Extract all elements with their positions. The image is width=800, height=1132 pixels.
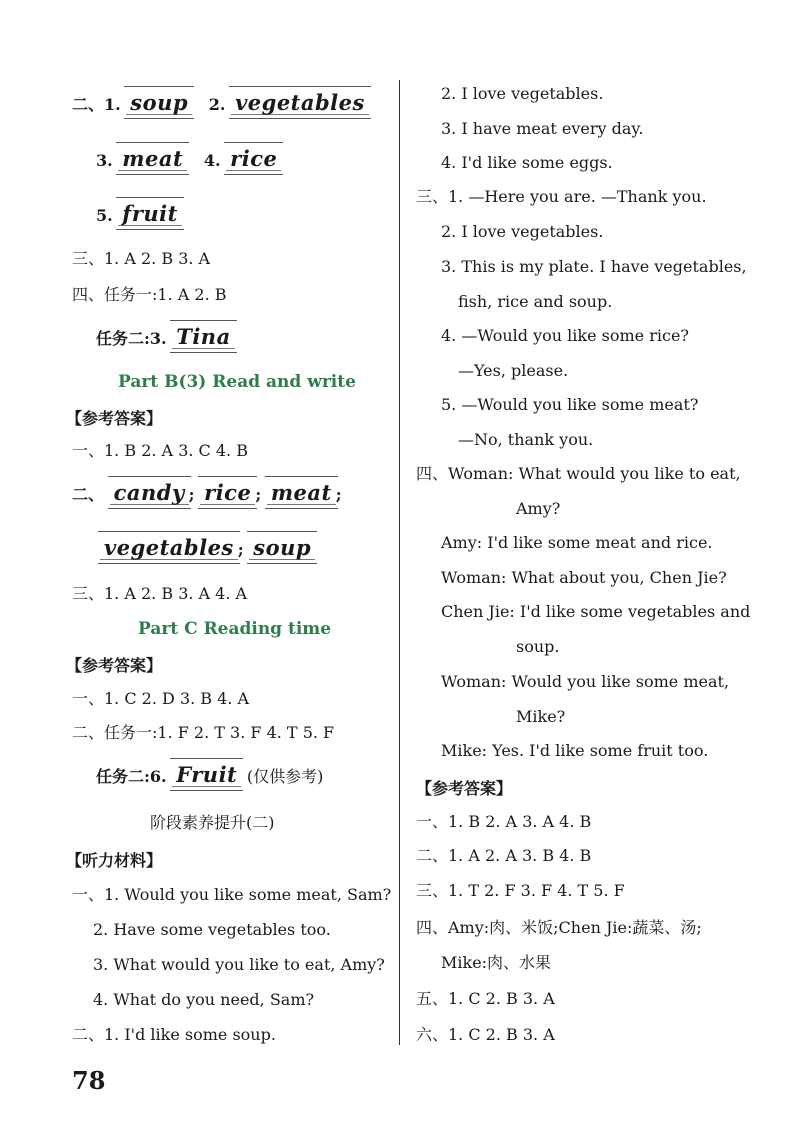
- right-line-11: —No, thank you.: [458, 430, 594, 449]
- right-line-1: 2. I love vegetables.: [441, 84, 604, 103]
- right-line-7: fish, rice and soup.: [458, 292, 613, 311]
- answer-key-heading-3: 【参考答案】: [416, 779, 513, 798]
- right-line-15: Woman: What about you, Chen Jie?: [441, 568, 727, 587]
- s2-q1-answer: soup: [126, 92, 192, 115]
- pb-s2-word1: candy: [110, 482, 189, 505]
- right-answers-3: 三、1. T 2. F 3. F 4. T 5. F: [416, 881, 625, 900]
- right-line-10: 5. —Would you like some meat?: [441, 395, 699, 414]
- pb-s2-line1: [72, 482, 342, 506]
- right-answers-1: 一、1. B 2. A 3. A 4. B: [416, 812, 592, 831]
- listening-1-2: 2. Have some vegetables too.: [93, 920, 331, 939]
- column-divider: [399, 80, 400, 1045]
- pb-s2-word4: vegetables: [100, 537, 238, 560]
- right-line-9: —Yes, please.: [458, 361, 569, 380]
- right-line-14: Amy: I'd like some meat and rice.: [441, 533, 713, 552]
- s2-q5: [96, 203, 182, 227]
- right-line-18: Woman: Would you like some meat,: [441, 672, 730, 691]
- right-line-17: soup.: [516, 637, 560, 656]
- right-line-13: Amy?: [516, 499, 561, 518]
- listening-2-1: 二、1. I'd like some soup.: [72, 1025, 276, 1044]
- s2-q4-label: 4.: [203, 151, 221, 170]
- page-number: 78: [72, 1066, 106, 1095]
- right-line-19: Mike?: [516, 707, 566, 726]
- right-line-8: 4. —Would you like some rice?: [441, 326, 689, 345]
- right-line-2: 3. I have meat every day.: [441, 119, 644, 138]
- right-line-4: 三、1. —Here you are. —Thank you.: [416, 187, 707, 206]
- right-line-16: Chen Jie: I'd like some vegetables and: [441, 602, 751, 621]
- stage-title: 阶段素养提升(二): [150, 813, 275, 832]
- pb-s2-word5: soup: [249, 537, 315, 560]
- s4-task2-label: 任务二:3.: [96, 329, 167, 348]
- pb-s2-word2: rice: [200, 482, 255, 505]
- right-answers-2: 二、1. A 2. A 3. B 4. B: [416, 846, 592, 865]
- s2-q2-answer: vegetables: [231, 92, 369, 115]
- right-line-5: 2. I love vegetables.: [441, 222, 604, 241]
- pb-s1-answers: 一、1. B 2. A 3. C 4. B: [72, 441, 248, 460]
- s4-task1: 四、任务一:1. A 2. B: [72, 285, 227, 304]
- right-answers-4: 四、Amy:肉、米饭;Chen Jie:蔬菜、汤;: [416, 918, 702, 937]
- pb-s3-answers: 三、1. A 2. B 3. A 4. A: [72, 584, 248, 603]
- right-line-20: Mike: Yes. I'd like some fruit too.: [441, 741, 709, 760]
- pc-s1-answers: 一、1. C 2. D 3. B 4. A: [72, 689, 250, 708]
- s2-q5-answer: fruit: [118, 203, 182, 226]
- listening-1-4: 4. What do you need, Sam?: [93, 990, 315, 1009]
- right-answers-6: 五、1. C 2. B 3. A: [416, 989, 555, 1008]
- pb-s2-line2: [100, 537, 315, 561]
- pc-s2-task2: [96, 764, 323, 788]
- right-line-6: 3. This is my plate. I have vegetables,: [441, 257, 747, 276]
- semicolon: ;: [335, 485, 342, 504]
- answer-key-heading-2: 【参考答案】: [66, 656, 163, 675]
- s2-q4-answer: rice: [226, 148, 281, 171]
- listening-heading: 【听力材料】: [66, 851, 163, 870]
- s3-answers: 三、1. A 2. B 3. A: [72, 249, 211, 268]
- pb-s2-label: 二、: [72, 485, 105, 504]
- right-line-3: 4. I'd like some eggs.: [441, 153, 613, 172]
- pc-s2-task1: 二、任务一:1. F 2. T 3. F 4. T 5. F: [72, 723, 335, 742]
- listening-1-3: 3. What would you like to eat, Amy?: [93, 955, 385, 974]
- s2-q2-label: 2.: [208, 95, 226, 114]
- s4-task2-answer: Tina: [172, 326, 234, 349]
- right-answers-7: 六、1. C 2. B 3. A: [416, 1025, 555, 1044]
- answer-key-heading-1: 【参考答案】: [66, 409, 163, 428]
- right-answers-5: Mike:肉、水果: [441, 953, 552, 972]
- pc-task2-note: (仅供参考): [246, 767, 324, 786]
- s4-task2: [96, 326, 235, 350]
- pc-task2-answer: Fruit: [172, 764, 241, 787]
- s2-q3: [96, 148, 281, 172]
- s2-q1-label: 二、1.: [72, 95, 121, 114]
- semicolon: ;: [188, 485, 195, 504]
- semicolon: ;: [255, 485, 262, 504]
- pb-s2-word3: meat: [267, 482, 336, 505]
- semicolon: ;: [237, 540, 244, 559]
- s2-q3-label: 3.: [96, 151, 113, 170]
- right-line-12: 四、Woman: What would you like to eat,: [416, 464, 741, 483]
- listening-1-1: 一、1. Would you like some meat, Sam?: [72, 885, 392, 904]
- s2-q3-answer: meat: [118, 148, 187, 171]
- s2-q1: [72, 92, 369, 116]
- s2-q5-label: 5.: [96, 206, 113, 225]
- part-c-heading: Part C Reading time: [138, 619, 332, 639]
- part-b3-heading: Part B(3) Read and write: [118, 372, 356, 392]
- pc-task2-label: 任务二:6.: [96, 767, 167, 786]
